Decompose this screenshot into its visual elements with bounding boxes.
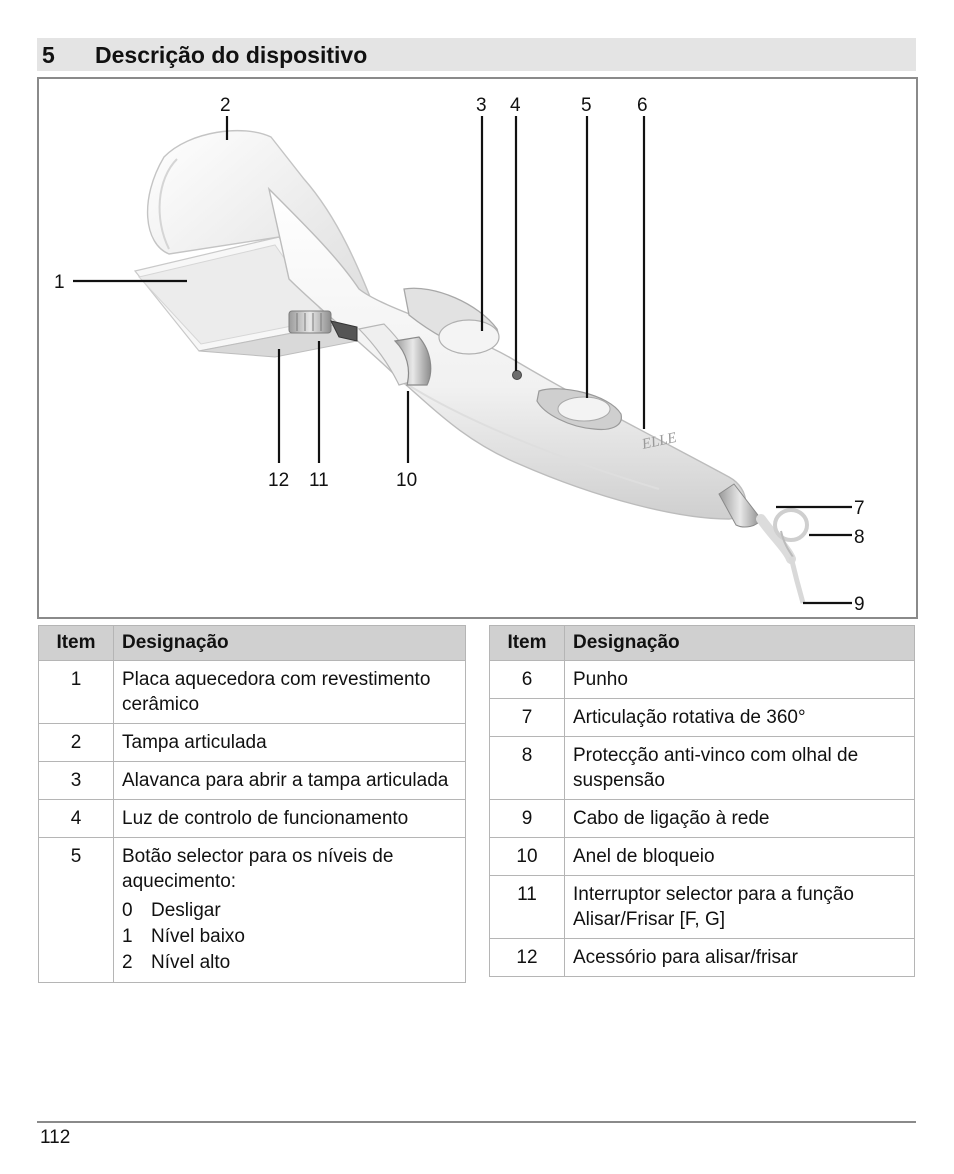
item-number: 4 — [39, 800, 114, 838]
table-row — [490, 876, 915, 939]
legend-table-right — [489, 625, 915, 977]
level-number: 1 — [122, 926, 133, 947]
callout-5: 5 — [581, 95, 592, 116]
callout-1: 1 — [54, 272, 65, 293]
callout-2: 2 — [220, 95, 231, 116]
table-row — [39, 762, 466, 800]
column-header-designation: Designação — [565, 626, 915, 661]
cord-assembly — [719, 484, 807, 603]
item-designation-cell — [114, 838, 466, 983]
list-item — [122, 950, 457, 976]
item-number: 6 — [490, 661, 565, 699]
callout-11: 11 — [309, 470, 329, 491]
item-number: 1 — [39, 661, 114, 724]
callout-12: 12 — [268, 470, 290, 491]
table-row — [490, 699, 915, 737]
item-designation: Tampa articulada — [114, 724, 466, 762]
item-number: 11 — [490, 876, 565, 939]
device-illustration — [37, 77, 918, 619]
table-row — [39, 838, 466, 983]
column-header-item: Item — [39, 626, 114, 661]
item-number: 7 — [490, 699, 565, 737]
level-number: 0 — [122, 900, 133, 921]
table-row — [490, 800, 915, 838]
item-number: 12 — [490, 939, 565, 977]
legend-table-left — [38, 625, 466, 983]
callout-3: 3 — [476, 95, 487, 116]
table-row — [39, 800, 466, 838]
section-title: Descrição do dispositivo — [95, 42, 368, 68]
item-designation: Alavanca para abrir a tampa articulada — [114, 762, 466, 800]
table-row — [39, 661, 466, 724]
column-header-designation: Designação — [114, 626, 466, 661]
item-number: 9 — [490, 800, 565, 838]
item-designation: Interruptor selector para a função Alisar/Frisar [F, G] — [565, 876, 915, 939]
item-number: 3 — [39, 762, 114, 800]
level-label: Desligar — [151, 900, 221, 921]
table-row — [39, 724, 466, 762]
item-number: 2 — [39, 724, 114, 762]
table-row — [490, 838, 915, 876]
item-designation: Luz de controlo de funcionamento — [114, 800, 466, 838]
callout-4: 4 — [510, 95, 521, 116]
item-designation: Acessório para alisar/frisar — [565, 939, 915, 977]
device-drawing — [39, 79, 916, 617]
item-designation: Botão selector para os níveis de aquecimento: — [122, 846, 394, 892]
level-number: 2 — [122, 952, 133, 973]
callout-10: 10 — [396, 470, 418, 491]
page-number: 112 — [40, 1127, 71, 1148]
item-designation: Anel de bloqueio — [565, 838, 915, 876]
callout-7: 7 — [854, 498, 865, 519]
section-header — [37, 38, 916, 71]
item-number: 5 — [39, 838, 114, 983]
callout-8: 8 — [854, 527, 865, 548]
table-row — [490, 939, 915, 977]
heat-level-list — [122, 898, 457, 976]
table-header-row — [490, 626, 915, 661]
level-label: Nível alto — [151, 952, 231, 973]
table-header-row — [39, 626, 466, 661]
item-number: 10 — [490, 838, 565, 876]
item-designation: Placa aquecedora com revestimento cerâmico — [114, 661, 466, 724]
table-row — [490, 737, 915, 800]
brand-logo: ELLE — [640, 429, 679, 453]
table-row — [490, 661, 915, 699]
section-number: 5 — [42, 42, 55, 68]
item-designation: Articulação rotativa de 360° — [565, 699, 915, 737]
callout-9: 9 — [854, 594, 865, 615]
footer-divider — [37, 1121, 916, 1123]
column-header-item: Item — [490, 626, 565, 661]
callout-6: 6 — [637, 95, 648, 116]
list-item — [122, 924, 457, 950]
list-item — [122, 898, 457, 924]
item-designation: Protecção anti-vinco com olhal de suspensão — [565, 737, 915, 800]
level-label: Nível baixo — [151, 926, 245, 947]
item-designation: Cabo de ligação à rede — [565, 800, 915, 838]
item-designation: Punho — [565, 661, 915, 699]
item-number: 8 — [490, 737, 565, 800]
